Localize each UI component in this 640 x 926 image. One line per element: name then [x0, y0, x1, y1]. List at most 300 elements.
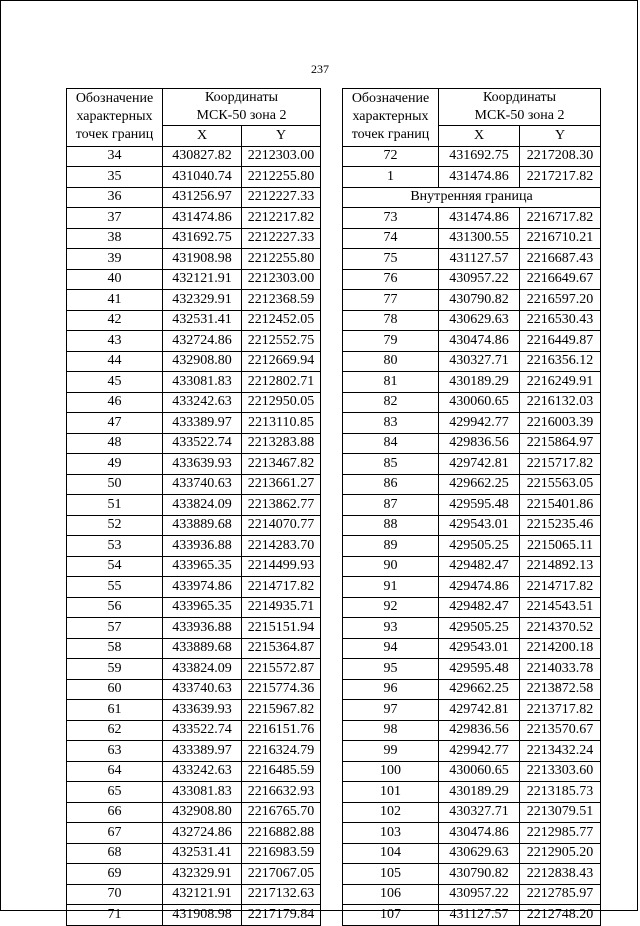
- y-coordinate-cell: 2213661.27: [242, 474, 321, 495]
- point-number-cell: 41: [67, 290, 163, 311]
- coords-header-line: МСК-50 зона 2: [196, 108, 287, 123]
- x-coordinate-cell: 430827.82: [163, 146, 242, 167]
- x-coordinate-cell: 429482.47: [439, 597, 520, 618]
- y-coordinate-cell: 2214200.18: [520, 638, 601, 659]
- y-coordinate-cell: 2215065.11: [520, 536, 601, 557]
- x-coordinate-cell: 430327.71: [439, 351, 520, 372]
- point-number-cell: 70: [67, 884, 163, 905]
- point-label-header: [67, 89, 163, 147]
- y-coordinate-cell: 2214892.13: [520, 556, 601, 577]
- table-row: [343, 802, 601, 823]
- table-row: [67, 536, 321, 557]
- table-row: [343, 515, 601, 536]
- point-number-cell: 77: [343, 290, 439, 311]
- y-coordinate-cell: 2212227.33: [242, 228, 321, 249]
- point-number-cell: 104: [343, 843, 439, 864]
- table-row: [67, 495, 321, 516]
- point-number-cell: 87: [343, 495, 439, 516]
- y-coordinate-cell: 2216530.43: [520, 310, 601, 331]
- point-number-cell: 48: [67, 433, 163, 454]
- y-coordinate-cell: 2213283.88: [242, 433, 321, 454]
- x-coordinate-cell: 433824.09: [163, 659, 242, 680]
- point-number-cell: 40: [67, 269, 163, 290]
- y-coordinate-cell: 2216324.79: [242, 741, 321, 762]
- x-coordinate-cell: 431474.86: [439, 167, 520, 188]
- x-coordinate-cell: 430060.65: [439, 761, 520, 782]
- y-coordinate-cell: 2213570.67: [520, 720, 601, 741]
- point-number-cell: 78: [343, 310, 439, 331]
- table-row: [343, 290, 601, 311]
- y-coordinate-cell: 2213872.58: [520, 679, 601, 700]
- point-number-cell: 1: [343, 167, 439, 188]
- y-coordinate-cell: 2214935.71: [242, 597, 321, 618]
- y-coordinate-cell: 2216132.03: [520, 392, 601, 413]
- x-coordinate-cell: 430327.71: [439, 802, 520, 823]
- point-number-cell: 38: [67, 228, 163, 249]
- y-coordinate-cell: 2212552.75: [242, 331, 321, 352]
- point-number-cell: 54: [67, 556, 163, 577]
- x-coordinate-cell: 433740.63: [163, 679, 242, 700]
- y-coordinate-cell: 2212452.05: [242, 310, 321, 331]
- point-number-cell: 46: [67, 392, 163, 413]
- point-number-cell: 49: [67, 454, 163, 475]
- y-coordinate-cell: 2217067.05: [242, 864, 321, 885]
- y-header: Y: [242, 126, 321, 147]
- table-row: [343, 167, 601, 188]
- table-row: [67, 843, 321, 864]
- point-number-cell: 76: [343, 269, 439, 290]
- y-coordinate-cell: 2216249.91: [520, 372, 601, 393]
- x-coordinate-cell: 430957.22: [439, 269, 520, 290]
- table-row: [67, 187, 321, 208]
- table-row: [343, 556, 601, 577]
- table-row: [343, 638, 601, 659]
- y-coordinate-cell: 2217132.63: [242, 884, 321, 905]
- table-body-left: [67, 89, 321, 926]
- table-row: [67, 372, 321, 393]
- point-number-cell: 56: [67, 597, 163, 618]
- y-coordinate-cell: 2214033.78: [520, 659, 601, 680]
- x-coordinate-cell: 430790.82: [439, 290, 520, 311]
- y-coordinate-cell: 2212985.77: [520, 823, 601, 844]
- coords-header: [163, 89, 321, 126]
- table-row: [343, 761, 601, 782]
- y-coordinate-cell: 2217217.82: [520, 167, 601, 188]
- x-coordinate-cell: 431474.86: [439, 208, 520, 229]
- x-coordinate-cell: 433242.63: [163, 392, 242, 413]
- point-number-cell: 106: [343, 884, 439, 905]
- y-coordinate-cell: 2214543.51: [520, 597, 601, 618]
- point-number-cell: 96: [343, 679, 439, 700]
- y-coordinate-cell: 2216983.59: [242, 843, 321, 864]
- point-number-cell: 68: [67, 843, 163, 864]
- x-coordinate-cell: 433389.97: [163, 741, 242, 762]
- y-header: Y: [520, 126, 601, 147]
- y-coordinate-cell: 2212255.80: [242, 249, 321, 270]
- point-number-cell: 107: [343, 905, 439, 926]
- y-coordinate-cell: 2212950.05: [242, 392, 321, 413]
- y-coordinate-cell: 2213717.82: [520, 700, 601, 721]
- x-coordinate-cell: 433889.68: [163, 638, 242, 659]
- table-row: [67, 741, 321, 762]
- table-row: [67, 802, 321, 823]
- x-coordinate-cell: 429543.01: [439, 515, 520, 536]
- y-coordinate-cell: 2215401.86: [520, 495, 601, 516]
- x-coordinate-cell: 431692.75: [163, 228, 242, 249]
- x-coordinate-cell: 431474.86: [163, 208, 242, 229]
- y-coordinate-cell: 2215717.82: [520, 454, 601, 475]
- x-coordinate-cell: 433974.86: [163, 577, 242, 598]
- table-row: [343, 577, 601, 598]
- table-body-right: [343, 89, 601, 926]
- table-row: [343, 864, 601, 885]
- x-coordinate-cell: 430189.29: [439, 782, 520, 803]
- point-number-cell: 91: [343, 577, 439, 598]
- table-row: [67, 433, 321, 454]
- x-coordinate-cell: 432531.41: [163, 843, 242, 864]
- point-number-cell: 72: [343, 146, 439, 167]
- point-number-cell: 65: [67, 782, 163, 803]
- table-row: [343, 597, 601, 618]
- point-number-cell: 67: [67, 823, 163, 844]
- point-number-cell: 95: [343, 659, 439, 680]
- coordinates-table-right: [342, 88, 601, 926]
- x-coordinate-cell: 433936.88: [163, 618, 242, 639]
- table-row: [343, 679, 601, 700]
- x-coordinate-cell: 433522.74: [163, 433, 242, 454]
- point-number-cell: 100: [343, 761, 439, 782]
- x-coordinate-cell: 430790.82: [439, 864, 520, 885]
- y-coordinate-cell: 2214717.82: [520, 577, 601, 598]
- point-number-cell: 44: [67, 351, 163, 372]
- y-coordinate-cell: 2212838.43: [520, 864, 601, 885]
- x-coordinate-cell: 429505.25: [439, 618, 520, 639]
- coords-header: [439, 89, 601, 126]
- point-number-cell: 79: [343, 331, 439, 352]
- point-number-cell: 102: [343, 802, 439, 823]
- x-coordinate-cell: 433389.97: [163, 413, 242, 434]
- y-coordinate-cell: 2215967.82: [242, 700, 321, 721]
- x-coordinate-cell: 430629.63: [439, 310, 520, 331]
- x-coordinate-cell: 429836.56: [439, 433, 520, 454]
- point-number-cell: 84: [343, 433, 439, 454]
- point-number-cell: 93: [343, 618, 439, 639]
- x-coordinate-cell: 431908.98: [163, 249, 242, 270]
- x-coordinate-cell: 431692.75: [439, 146, 520, 167]
- point-number-cell: 97: [343, 700, 439, 721]
- point-number-cell: 71: [67, 905, 163, 926]
- x-coordinate-cell: 432724.86: [163, 823, 242, 844]
- point-number-cell: 51: [67, 495, 163, 516]
- x-coordinate-cell: 433936.88: [163, 536, 242, 557]
- point-number-cell: 58: [67, 638, 163, 659]
- table-row: [343, 208, 601, 229]
- x-header: X: [439, 126, 520, 147]
- point-number-cell: 86: [343, 474, 439, 495]
- y-coordinate-cell: 2215235.46: [520, 515, 601, 536]
- table-row: [343, 433, 601, 454]
- point-number-cell: 90: [343, 556, 439, 577]
- table-row: [343, 843, 601, 864]
- table-row: [67, 905, 321, 926]
- x-coordinate-cell: 430957.22: [439, 884, 520, 905]
- point-number-cell: 88: [343, 515, 439, 536]
- x-coordinate-cell: 429482.47: [439, 556, 520, 577]
- point-number-cell: 36: [67, 187, 163, 208]
- table-row: [343, 741, 601, 762]
- table-row: [67, 269, 321, 290]
- x-header: X: [163, 126, 242, 147]
- point-number-cell: 99: [343, 741, 439, 762]
- y-coordinate-cell: 2212785.97: [520, 884, 601, 905]
- x-coordinate-cell: 433824.09: [163, 495, 242, 516]
- table-row: [67, 331, 321, 352]
- table-row: [343, 310, 601, 331]
- x-coordinate-cell: 433965.35: [163, 556, 242, 577]
- point-number-cell: 47: [67, 413, 163, 434]
- point-number-cell: 92: [343, 597, 439, 618]
- y-coordinate-cell: 2213185.73: [520, 782, 601, 803]
- table-row: [343, 454, 601, 475]
- x-coordinate-cell: 429595.48: [439, 495, 520, 516]
- y-coordinate-cell: 2216765.70: [242, 802, 321, 823]
- x-coordinate-cell: 433965.35: [163, 597, 242, 618]
- table-row: [343, 249, 601, 270]
- y-coordinate-cell: 2215572.87: [242, 659, 321, 680]
- x-coordinate-cell: 430474.86: [439, 331, 520, 352]
- point-number-cell: 69: [67, 864, 163, 885]
- point-number-cell: 101: [343, 782, 439, 803]
- x-coordinate-cell: 432908.80: [163, 351, 242, 372]
- point-number-cell: 60: [67, 679, 163, 700]
- x-coordinate-cell: 432329.91: [163, 290, 242, 311]
- x-coordinate-cell: 429742.81: [439, 454, 520, 475]
- y-coordinate-cell: 2216717.82: [520, 208, 601, 229]
- table-row: [343, 905, 601, 926]
- x-coordinate-cell: 429543.01: [439, 638, 520, 659]
- y-coordinate-cell: 2216485.59: [242, 761, 321, 782]
- x-coordinate-cell: 432121.91: [163, 884, 242, 905]
- x-coordinate-cell: 431127.57: [439, 249, 520, 270]
- x-coordinate-cell: 429942.77: [439, 413, 520, 434]
- y-coordinate-cell: 2216687.43: [520, 249, 601, 270]
- point-number-cell: 73: [343, 208, 439, 229]
- x-coordinate-cell: 432724.86: [163, 331, 242, 352]
- point-number-cell: 81: [343, 372, 439, 393]
- y-coordinate-cell: 2213303.60: [520, 761, 601, 782]
- table-row: [343, 269, 601, 290]
- point-number-cell: 103: [343, 823, 439, 844]
- x-coordinate-cell: 433639.93: [163, 454, 242, 475]
- point-number-cell: 98: [343, 720, 439, 741]
- point-label-header-line: Обозначение: [351, 91, 430, 107]
- table-row: [343, 782, 601, 803]
- table-row: [67, 659, 321, 680]
- point-label-header-line: Обозначение: [75, 91, 154, 107]
- y-coordinate-cell: 2215774.36: [242, 679, 321, 700]
- x-coordinate-cell: 429662.25: [439, 474, 520, 495]
- x-coordinate-cell: 431300.55: [439, 228, 520, 249]
- y-coordinate-cell: 2212303.00: [242, 269, 321, 290]
- point-number-cell: 85: [343, 454, 439, 475]
- table-row: [67, 228, 321, 249]
- y-coordinate-cell: 2214283.70: [242, 536, 321, 557]
- table-row: [67, 700, 321, 721]
- point-number-cell: 75: [343, 249, 439, 270]
- point-number-cell: 94: [343, 638, 439, 659]
- y-coordinate-cell: 2216710.21: [520, 228, 601, 249]
- point-number-cell: 83: [343, 413, 439, 434]
- x-coordinate-cell: 430060.65: [439, 392, 520, 413]
- y-coordinate-cell: 2214717.82: [242, 577, 321, 598]
- point-number-cell: 105: [343, 864, 439, 885]
- point-number-cell: 35: [67, 167, 163, 188]
- table-row: [67, 474, 321, 495]
- point-number-cell: 57: [67, 618, 163, 639]
- y-coordinate-cell: 2215364.87: [242, 638, 321, 659]
- point-label-header-line: характерных: [352, 109, 429, 125]
- table-row: [67, 310, 321, 331]
- table-row: [67, 556, 321, 577]
- table-row: [67, 146, 321, 167]
- x-coordinate-cell: 429942.77: [439, 741, 520, 762]
- x-coordinate-cell: 429742.81: [439, 700, 520, 721]
- x-coordinate-cell: 430189.29: [439, 372, 520, 393]
- y-coordinate-cell: 2212802.71: [242, 372, 321, 393]
- point-number-cell: 82: [343, 392, 439, 413]
- x-coordinate-cell: 429662.25: [439, 679, 520, 700]
- coords-header-line: Координаты: [483, 90, 556, 105]
- y-coordinate-cell: 2216356.12: [520, 351, 601, 372]
- x-coordinate-cell: 431127.57: [439, 905, 520, 926]
- point-number-cell: 39: [67, 249, 163, 270]
- y-coordinate-cell: 2213862.77: [242, 495, 321, 516]
- table-row: [343, 700, 601, 721]
- table-row: [67, 249, 321, 270]
- point-number-cell: 64: [67, 761, 163, 782]
- x-coordinate-cell: 433522.74: [163, 720, 242, 741]
- y-coordinate-cell: 2217179.84: [242, 905, 321, 926]
- x-coordinate-cell: 432531.41: [163, 310, 242, 331]
- table-row: [343, 146, 601, 167]
- point-number-cell: 62: [67, 720, 163, 741]
- y-coordinate-cell: 2213110.85: [242, 413, 321, 434]
- table-row: [67, 864, 321, 885]
- point-number-cell: 53: [67, 536, 163, 557]
- x-coordinate-cell: 432908.80: [163, 802, 242, 823]
- section-row: [343, 187, 601, 208]
- table-row: [67, 515, 321, 536]
- table-row: [67, 597, 321, 618]
- table-row: [343, 413, 601, 434]
- point-number-cell: 50: [67, 474, 163, 495]
- point-number-cell: 74: [343, 228, 439, 249]
- table-row: [67, 577, 321, 598]
- table-row: [67, 454, 321, 475]
- x-coordinate-cell: 431040.74: [163, 167, 242, 188]
- table-row: [343, 823, 601, 844]
- point-number-cell: 63: [67, 741, 163, 762]
- coordinates-table-left: [66, 88, 321, 926]
- y-coordinate-cell: 2216882.88: [242, 823, 321, 844]
- x-coordinate-cell: 433889.68: [163, 515, 242, 536]
- table-row: [67, 618, 321, 639]
- table-row: [343, 331, 601, 352]
- x-coordinate-cell: 432121.91: [163, 269, 242, 290]
- x-coordinate-cell: 431908.98: [163, 905, 242, 926]
- table-row: [67, 782, 321, 803]
- table-row: [343, 372, 601, 393]
- point-number-cell: 59: [67, 659, 163, 680]
- table-row: [67, 208, 321, 229]
- y-coordinate-cell: 2215151.94: [242, 618, 321, 639]
- point-number-cell: 52: [67, 515, 163, 536]
- y-coordinate-cell: 2214070.77: [242, 515, 321, 536]
- y-coordinate-cell: 2216649.67: [520, 269, 601, 290]
- coords-header-line: МСК-50 зона 2: [474, 108, 565, 123]
- point-label-header-line: точек границ: [351, 127, 430, 143]
- point-number-cell: 55: [67, 577, 163, 598]
- point-number-cell: 45: [67, 372, 163, 393]
- point-number-cell: 34: [67, 146, 163, 167]
- table-row: [343, 228, 601, 249]
- x-coordinate-cell: 429595.48: [439, 659, 520, 680]
- point-label-header: [343, 89, 439, 147]
- point-label-header-line: точек границ: [75, 127, 154, 143]
- table-row: [343, 884, 601, 905]
- table-row: [343, 392, 601, 413]
- table-row: [343, 618, 601, 639]
- x-coordinate-cell: 432329.91: [163, 864, 242, 885]
- table-row: [67, 720, 321, 741]
- point-number-cell: 80: [343, 351, 439, 372]
- point-number-cell: 61: [67, 700, 163, 721]
- point-number-cell: 66: [67, 802, 163, 823]
- table-row: [67, 638, 321, 659]
- x-coordinate-cell: 429836.56: [439, 720, 520, 741]
- y-coordinate-cell: 2216449.87: [520, 331, 601, 352]
- table-row: [67, 351, 321, 372]
- y-coordinate-cell: 2214370.52: [520, 618, 601, 639]
- x-coordinate-cell: 433081.83: [163, 372, 242, 393]
- x-coordinate-cell: 430474.86: [439, 823, 520, 844]
- x-coordinate-cell: 431256.97: [163, 187, 242, 208]
- table-row: [67, 167, 321, 188]
- y-coordinate-cell: 2214499.93: [242, 556, 321, 577]
- y-coordinate-cell: 2216632.93: [242, 782, 321, 803]
- table-row: [67, 679, 321, 700]
- y-coordinate-cell: 2212669.94: [242, 351, 321, 372]
- y-coordinate-cell: 2212303.00: [242, 146, 321, 167]
- table-row: [67, 761, 321, 782]
- point-number-cell: 43: [67, 331, 163, 352]
- x-coordinate-cell: 433081.83: [163, 782, 242, 803]
- y-coordinate-cell: 2213079.51: [520, 802, 601, 823]
- table-row: [343, 659, 601, 680]
- x-coordinate-cell: 433740.63: [163, 474, 242, 495]
- table-row: [343, 474, 601, 495]
- y-coordinate-cell: 2212905.20: [520, 843, 601, 864]
- point-number-cell: 37: [67, 208, 163, 229]
- x-coordinate-cell: 429474.86: [439, 577, 520, 598]
- y-coordinate-cell: 2217208.30: [520, 146, 601, 167]
- x-coordinate-cell: 433639.93: [163, 700, 242, 721]
- table-row: [343, 720, 601, 741]
- point-number-cell: 42: [67, 310, 163, 331]
- y-coordinate-cell: 2216597.20: [520, 290, 601, 311]
- section-label: Внутренняя граница: [343, 187, 601, 208]
- table-row: [343, 495, 601, 516]
